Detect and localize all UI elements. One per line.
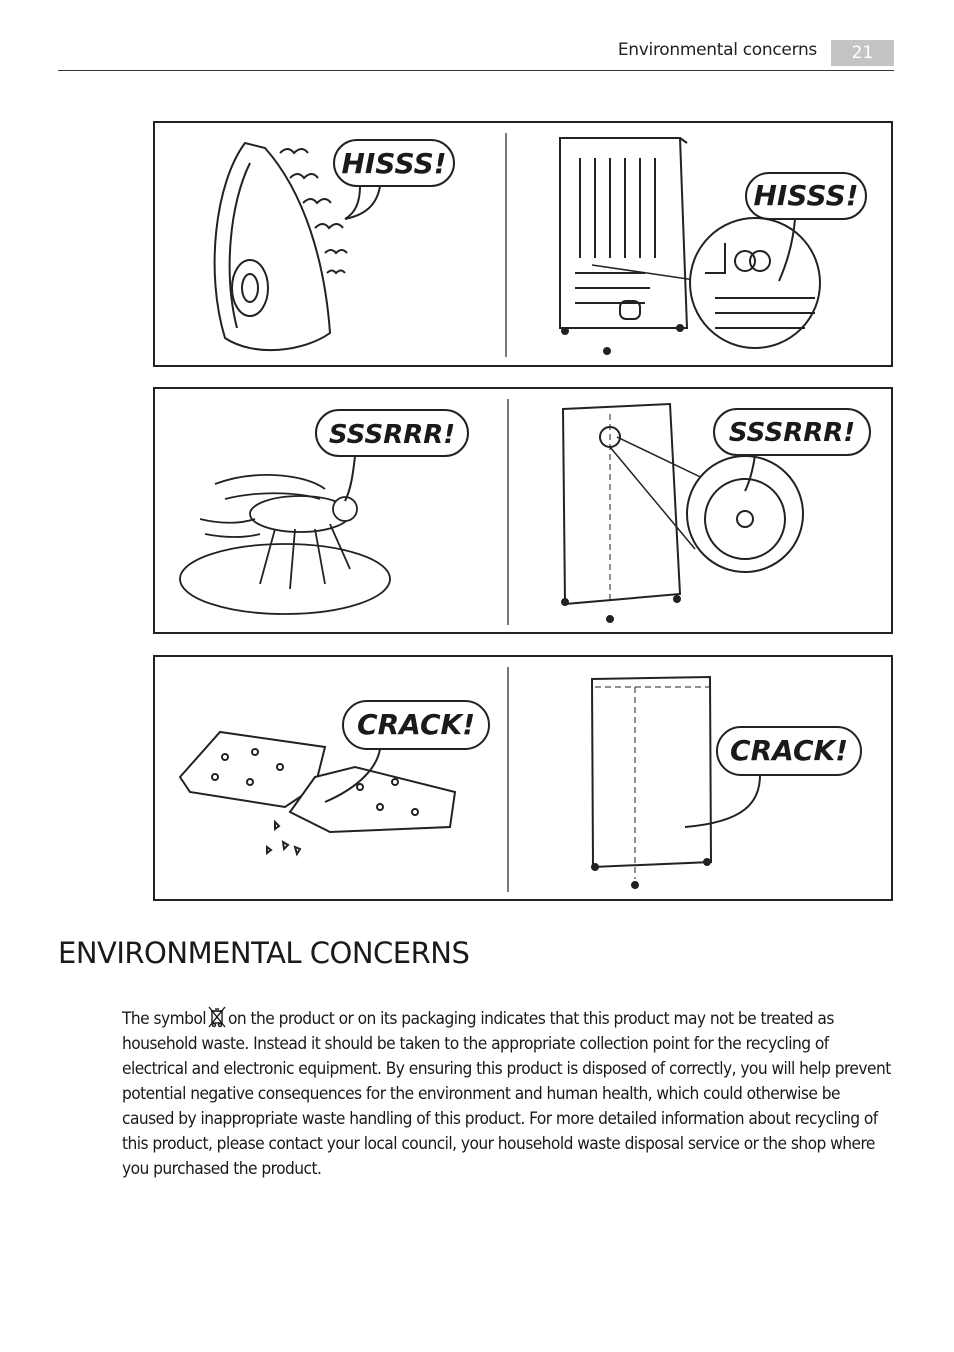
section-title: ENVIRONMENTAL CONCERNS (58, 936, 470, 970)
fridge-rear-illustration (560, 138, 820, 354)
header-rule (58, 70, 894, 71)
speech-bubble-left (316, 410, 468, 501)
sound-label-right: HISSS! (753, 179, 859, 212)
speech-bubble-left (334, 140, 454, 219)
cracker-illustration (180, 732, 455, 854)
crossed-out-wheelie-bin-icon (208, 1006, 226, 1028)
sound-label-left: CRACK! (357, 708, 475, 741)
sound-label-right: SSSRRR! (728, 418, 856, 448)
running-header-title: Environmental concerns (617, 40, 817, 60)
fly-illustration (180, 475, 390, 614)
sound-label-right: CRACK! (730, 734, 848, 767)
environmental-paragraph (122, 1006, 894, 1182)
steam-iron-illustration (215, 143, 347, 350)
page-number: 21 (831, 40, 894, 66)
paragraph-text-rest: on the product or on its packaging indicates that this product may not be treated as household waste. Instead it should be taken to the appropriate collection point for the recycling of electrical and electronic equipment. By ensuring this product is disposed of correctly, you will help prevent potential negative consequences for the environment and human health, which could otherwise be caused by inappropriate waste handling of this product. For more detailed information about recycling of this product, please contact your local council, your household waste disposal service or the shop where you purchased the product. (122, 1009, 891, 1179)
paragraph-text-start: The symbol (122, 1009, 207, 1029)
illustration-panel-hisss (153, 121, 893, 367)
sound-label-left: HISSS! (341, 147, 447, 180)
illustration-panel-crack (153, 655, 893, 901)
illustration-panel-sssrrr (153, 387, 893, 634)
sound-label-left: SSSRRR! (328, 420, 456, 450)
fridge-crack-illustration (592, 677, 711, 888)
